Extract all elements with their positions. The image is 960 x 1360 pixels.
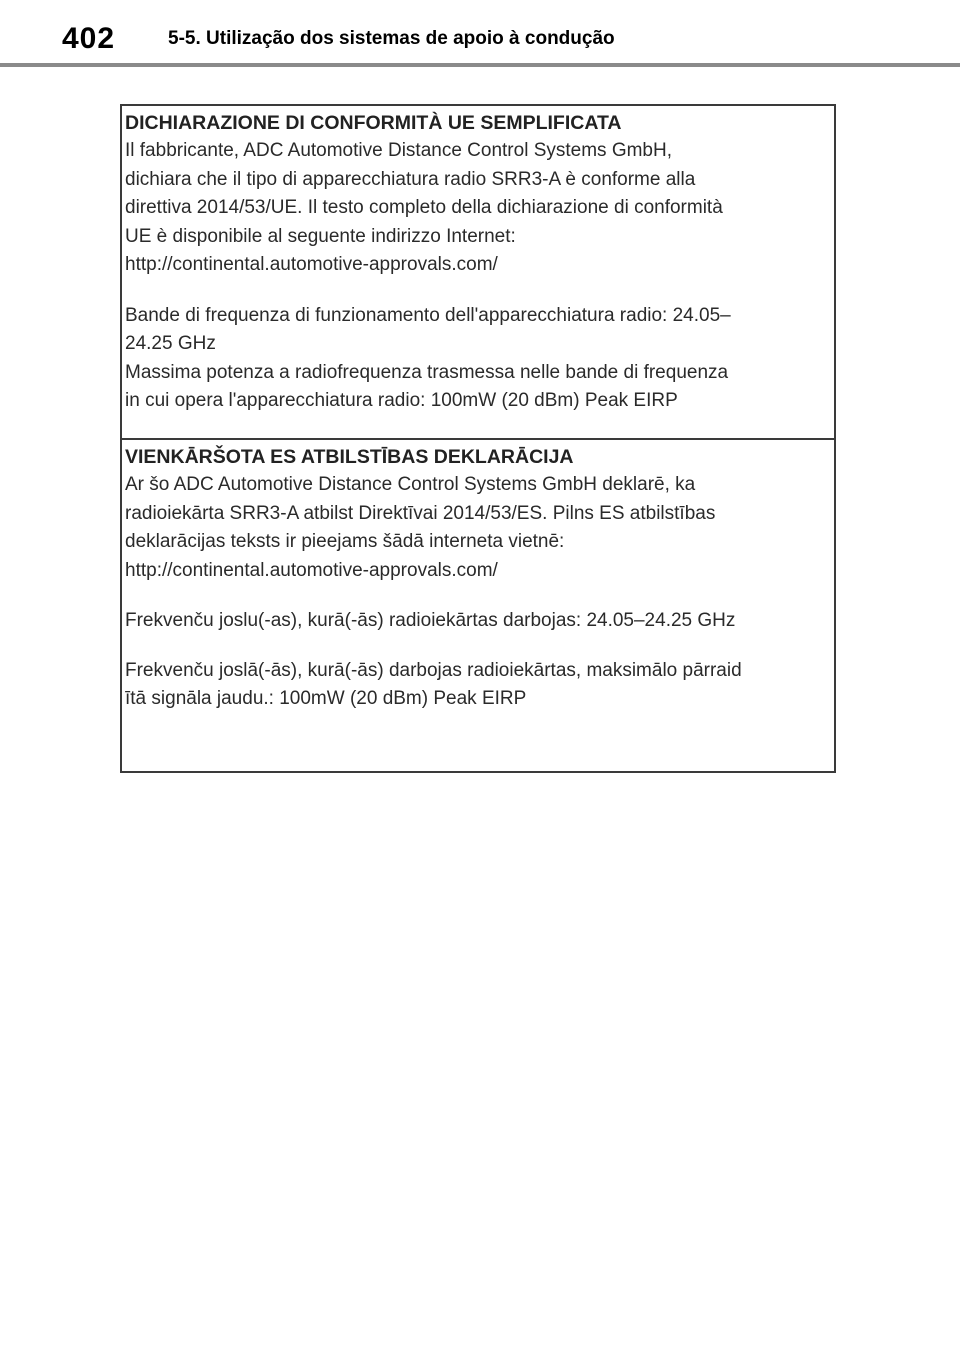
italian-declaration bbox=[122, 106, 834, 440]
latvian-text-line: radioiekārta SRR3-A atbilst Direktīvai 2014/53/ES. Pilns ES atbilstības bbox=[125, 502, 716, 524]
italian-url: http://continental.automotive-approvals.com/ bbox=[125, 254, 498, 275]
italian-frequency-text: 24.25 GHz bbox=[125, 333, 216, 354]
conformity-declaration-box bbox=[120, 104, 836, 773]
italian-text-line: Il fabbricante, ADC Automotive Distance Control Systems GmbH, bbox=[125, 140, 672, 161]
header-divider bbox=[0, 63, 960, 67]
latvian-power-text: Frekvenču joslā(-ās), kurā(-ās) darbojas radioiekārtas, maksimālo pārraid bbox=[125, 659, 742, 681]
spacer bbox=[125, 280, 830, 302]
section-title: 5-5. Utilização dos sistemas de apoio à condução bbox=[168, 28, 615, 49]
latvian-text-line: Ar šo ADC Automotive Distance Control Systems GmbH deklarē, ka bbox=[125, 474, 696, 495]
latvian-declaration-title: VIENKĀRŠOTA ES ATBILSTĪBAS DEKLARĀCIJA bbox=[125, 446, 574, 468]
latvian-url: http://continental.automotive-approvals.com/ bbox=[125, 559, 498, 581]
page-header bbox=[0, 0, 960, 68]
spacer bbox=[125, 636, 830, 657]
latvian-declaration bbox=[122, 440, 834, 771]
italian-declaration-title: DICHIARAZIONE DI CONFORMITÀ UE SEMPLIFICATA bbox=[125, 112, 622, 134]
spacer bbox=[125, 585, 830, 607]
latvian-frequency-text: Frekvenču joslu(-as), kurā(-ās) radioiekārtas darbojas: 24.05–24.25 GHz bbox=[125, 610, 736, 631]
latvian-power-text: ītā signāla jaudu.: 100mW (20 dBm) Peak EIRP bbox=[125, 688, 527, 709]
italian-text-line: dichiara che il tipo di apparecchiatura radio SRR3-A è conforme alla bbox=[125, 168, 696, 190]
italian-power-text: Massima potenza a radiofrequenza trasmessa nelle bande di frequenza bbox=[125, 361, 729, 383]
italian-frequency-text: Bande di frequenza di funzionamento dell'apparecchiatura radio: 24.05– bbox=[125, 304, 731, 326]
italian-text-line: direttiva 2014/53/UE. Il testo completo della dichiarazione di conformità bbox=[125, 197, 723, 218]
page-number: 402 bbox=[62, 22, 116, 55]
italian-power-text: in cui opera l'apparecchiatura radio: 100mW (20 dBm) Peak EIRP bbox=[125, 390, 678, 411]
latvian-text-line: deklarācijas teksts ir pieejams šādā interneta vietnē: bbox=[125, 531, 565, 552]
italian-text-line: UE è disponibile al seguente indirizzo Internet: bbox=[125, 225, 516, 247]
